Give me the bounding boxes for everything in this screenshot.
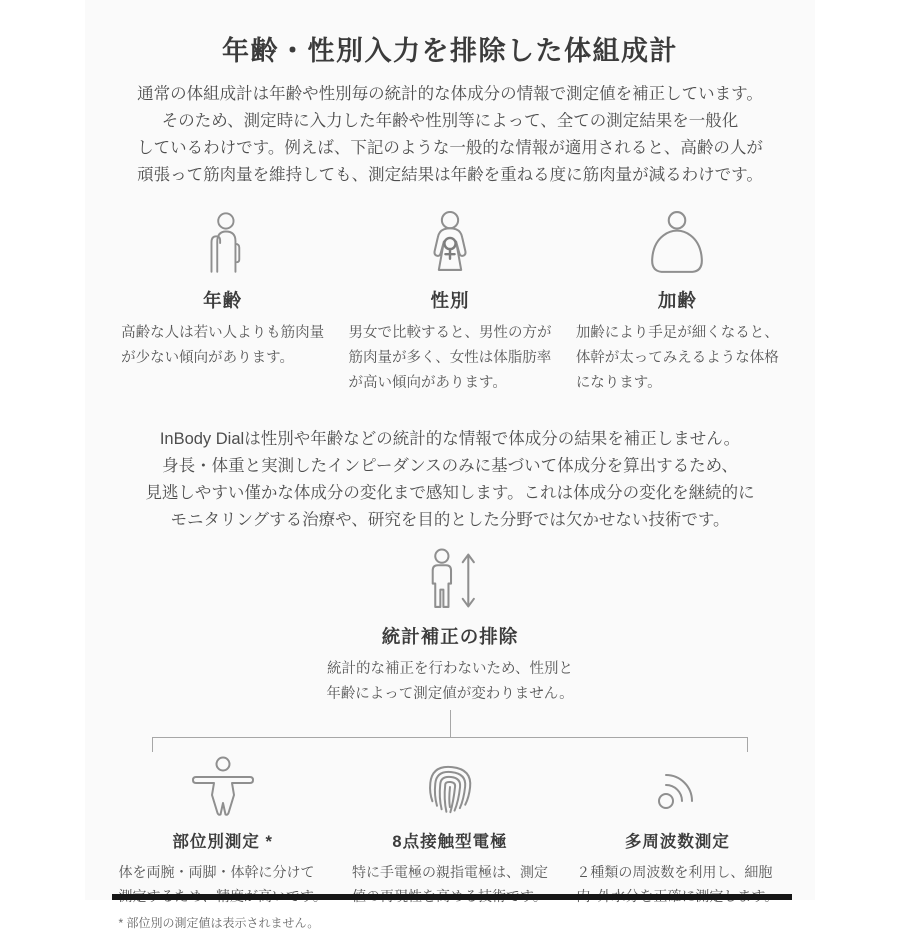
factor-label: 加齢 bbox=[657, 290, 697, 311]
main-feature-desc: 統計的な補正を行わないため、性別と 年齢によって測定値が変わりません。 bbox=[326, 661, 574, 702]
body-line: 身長・体重と実測したインピーダンスのみに基づいて体成分を算出するため、 bbox=[162, 457, 738, 475]
factors-row bbox=[85, 206, 815, 396]
intro-paragraph bbox=[85, 81, 815, 189]
factor-label: 年齢 bbox=[203, 290, 243, 311]
feature-desc: 特に手電極の親指電極は、測定 bbox=[351, 864, 548, 880]
feature-label: 多周波数測定 bbox=[624, 833, 730, 851]
feature-label: 部位別測定 * bbox=[172, 833, 273, 851]
content-panel bbox=[85, 0, 815, 930]
fingerprint-icon bbox=[422, 757, 478, 817]
feature-segmental bbox=[109, 755, 336, 935]
feature-multifrequency bbox=[564, 755, 791, 935]
connector-stem bbox=[450, 710, 451, 737]
main-feature bbox=[85, 548, 815, 707]
factor-desc: 高齢な人は若い人よりも筋肉量 が少ない傾向があります。 bbox=[121, 325, 325, 366]
frequency-signal-icon bbox=[649, 759, 705, 817]
factor-age bbox=[109, 206, 336, 396]
intro-line: しているわけです。例えば、下記のような一般的な情報が適用されると、高齢の人が bbox=[137, 139, 763, 157]
intro-line: そのため、測定時に入力した年齢や性別等によって、全ての測定結果を一般化 bbox=[161, 112, 739, 130]
feature-label: 8点接触型電極 bbox=[392, 833, 508, 851]
body-segments-icon bbox=[189, 757, 257, 817]
elderly-person-icon bbox=[200, 211, 246, 274]
intro-line: 頑張って筋肉量を維持しても、測定結果は年齢を重ねる度に筋肉量が減るわけです。 bbox=[137, 166, 763, 184]
body-line: InBody Dialは性別や年齢などの統計的な情報で体成分の結果を補正しません。 bbox=[159, 430, 741, 448]
factor-aging bbox=[564, 206, 791, 396]
factor-desc: 加齢により手足が細くなると、 体幹が太ってみえるような体格 になります。 bbox=[575, 325, 779, 391]
body-line: 見逃しやすい僅かな体成分の変化まで感知します。これは体成分の変化を継続的に bbox=[145, 484, 755, 502]
connector-bracket bbox=[152, 737, 748, 752]
main-feature-label: 統計補正の排除 bbox=[381, 626, 519, 647]
next-section-divider-bar bbox=[112, 894, 792, 900]
page-title: 年齢・性別入力を排除した体組成計 bbox=[222, 36, 678, 66]
feature-footnote: * 部位別の測定値は表示されません。 bbox=[118, 916, 320, 930]
factor-gender bbox=[336, 206, 563, 396]
overweight-figure-icon bbox=[644, 212, 710, 274]
body-paragraph bbox=[85, 426, 815, 534]
factor-label: 性別 bbox=[430, 290, 470, 311]
female-figure-icon bbox=[421, 211, 479, 274]
factor-desc: 男女で比較すると、男性の方が 筋肉量が多く、女性は体脂肪率 が高い傾向があります。 bbox=[348, 325, 552, 391]
intro-line: 通常の体組成計は年齢や性別毎の統計的な体成分の情報で測定値を補正しています。 bbox=[137, 85, 763, 103]
feature-electrodes bbox=[336, 755, 563, 935]
feature-desc: ２種類の周波数を利用し、細胞 bbox=[576, 864, 773, 880]
features-row bbox=[85, 755, 815, 935]
feature-desc: 体を両腕・両脚・体幹に分けて * 部位別の測定値は表示されません。 bbox=[119, 860, 327, 935]
body-line: モニタリングする治療や、研究を目的とした分野では欠かせない技術です。 bbox=[170, 511, 730, 529]
person-height-arrow-icon bbox=[417, 549, 483, 610]
